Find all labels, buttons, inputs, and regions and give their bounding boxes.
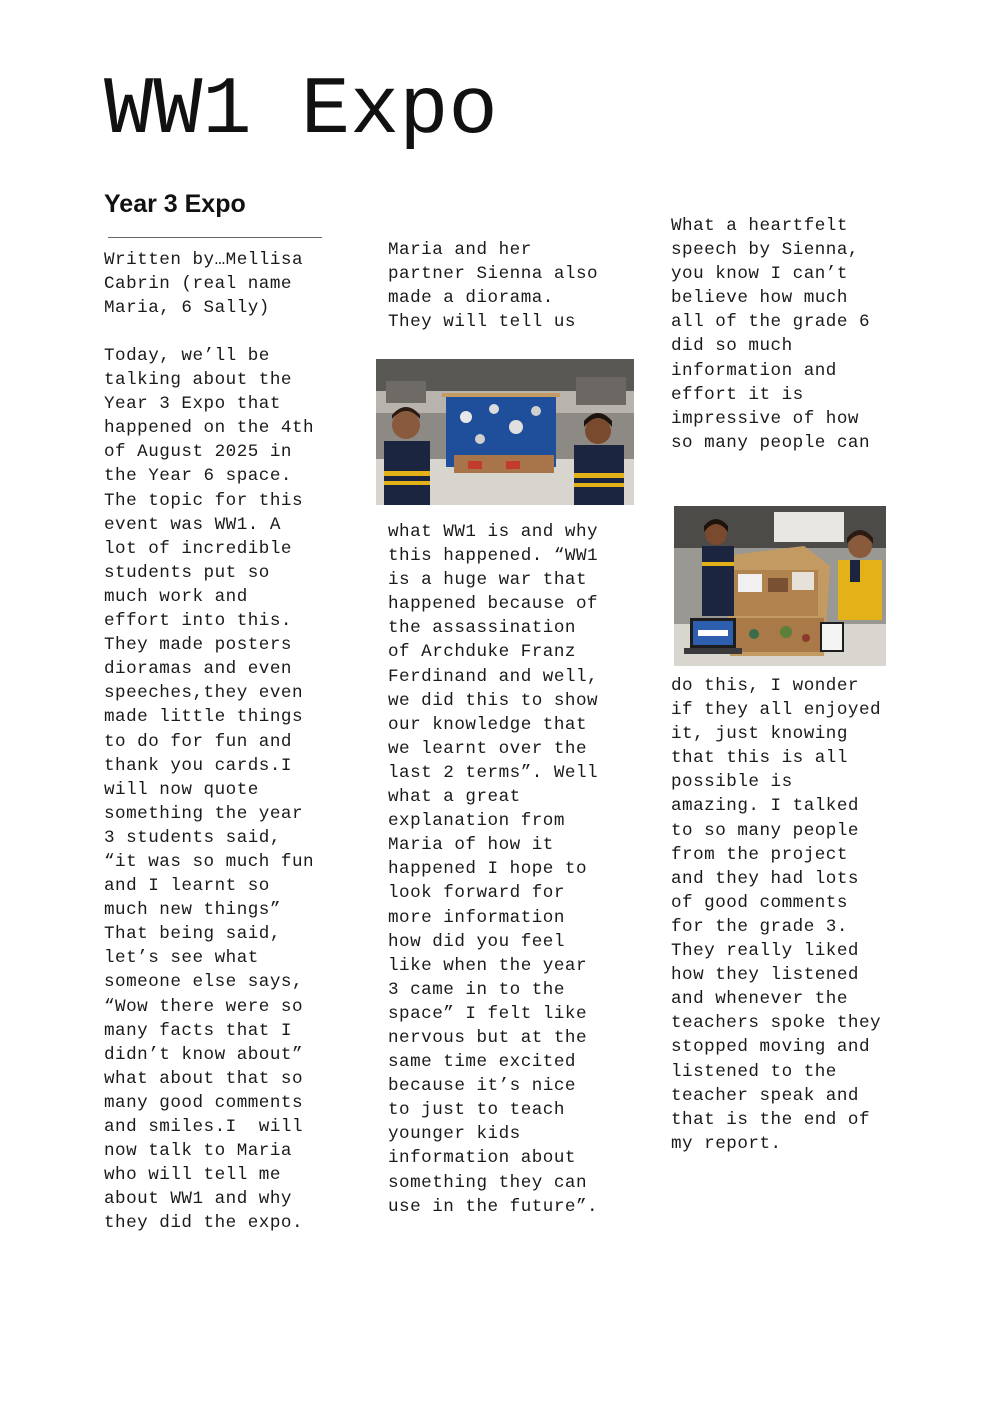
page-title: WW1 Expo (104, 64, 498, 157)
column2-intro: Maria and her partner Sienna also made a diorama. They will tell us (388, 240, 599, 333)
diorama-photo-1 (376, 359, 634, 505)
column3-intro: What a heartfelt speech by Sienna, you know I can’t believe how much all of the grade 6 did so much information and effort it is impressive of how so many people can (671, 216, 871, 453)
section-heading: Year 3 Expo (104, 190, 246, 218)
diorama-photo-2 (674, 506, 886, 666)
column3-body: do this, I wonder if they all enjoyed it, just knowing that this is all possible is amazing. I talked to so many people from the project and they had lots of good comments for the grade 3. They really liked how they listened and whenever the teachers spoke they stopped moving and listened to the teacher speak and that is the end of my report. (671, 676, 882, 1154)
column1-body: Today, we’ll be talking about the Year 3 Expo that happened on the 4th of August 2025 in the Year 6 space. The topic for this event was WW1. A lot of incredible students put so much work and effort into this. They made posters dioramas and even speeches,they even made little things to do for fun and thank you cards.I will now quote something the year 3 students said, “it was so much fun and I learnt so much new things” That being said, let’s see what someone else says, “Wow there were so many facts that I didn’t know about” what about that so many good comments and smiles.I will now talk to Maria who will tell me about WW1 and why they did the expo. (104, 346, 315, 1234)
heading-divider (108, 237, 322, 238)
column2-body: what WW1 is and why this happened. “WW1 is a huge war that happened because of the assassination of Archduke Franz Ferdinand and well, we did this to show our knowledge that we learnt over the last 2 terms”. Well what a great explanation from Maria of how it happened I hope to look forward for more information how did you feel like when the year 3 came in to the space” I felt like nervous but at the same time excited because it’s nice to just to teach younger kids information about something they can use in the future”. (388, 522, 599, 1217)
byline: Written by…Mellisa Cabrin (real name Maria, 6 Sally) (104, 250, 304, 319)
